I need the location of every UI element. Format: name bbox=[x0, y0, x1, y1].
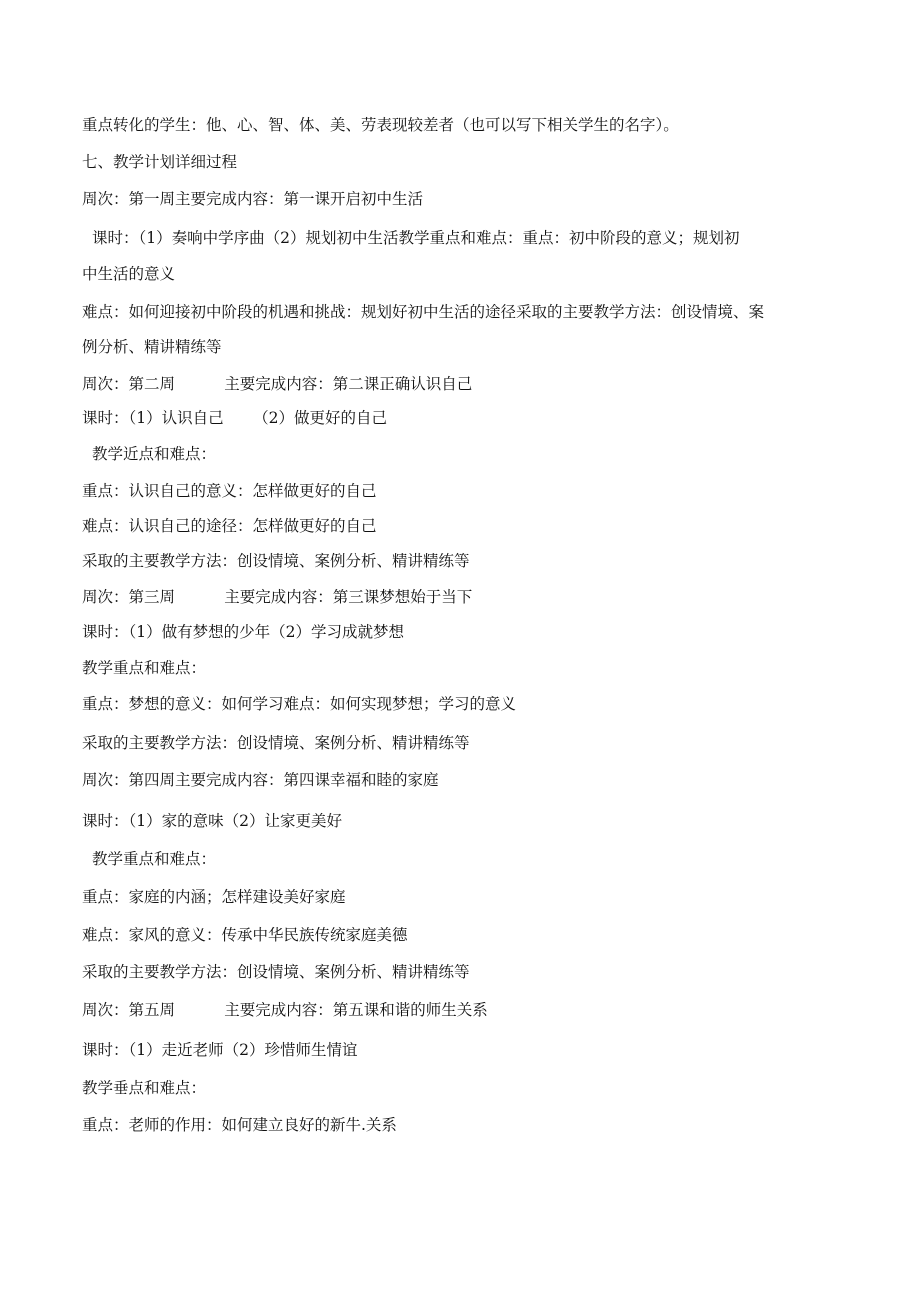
week5-lessons-line: 课时：（1）走近老师（2）珍惜师生情谊 bbox=[82, 1041, 358, 1059]
week4-difficulty-line: 难点：家风的意义：传承中华民族传统家庭美德 bbox=[82, 926, 408, 944]
week2-key-line: 重点：认识自己的意义：怎样做更好的自己 bbox=[82, 482, 377, 500]
week5-keypoints-heading: 教学垂点和难点： bbox=[82, 1079, 207, 1097]
week2-difficulty-line: 难点：认识自己的途径：怎样做更好的自己 bbox=[82, 517, 377, 535]
week4-key-line: 重点：家庭的内涵；怎样建设美好家庭 bbox=[82, 888, 346, 906]
week1-content-line: 周次：第一周主要完成内容：第一课开启初中生活 bbox=[82, 190, 424, 208]
week1-lessons-line: 课时：（1）奏响中学序曲（2）规划初中生活教学重点和难点：重点：初中阶段的意义；规划初 bbox=[92, 229, 740, 247]
week2-content-line: 周次：第二周 主要完成内容：第二课正确认识自己 bbox=[82, 375, 473, 393]
week2-lessons-line: 课时：（1）认识自己 （2）做更好的自己 bbox=[82, 409, 388, 427]
week3-content-line: 周次：第三周 主要完成内容：第三课梦想始于当下 bbox=[82, 588, 473, 606]
week2-methods-line: 采取的主要教学方法：创设情境、案例分析、精讲精练等 bbox=[82, 552, 470, 570]
week3-lessons-line: 课时：（1）做有梦想的少年（2）学习成就梦想 bbox=[82, 623, 404, 641]
text-line-students: 重点转化的学生：他、心、智、体、美、劳表现较差者（也可以写下相关学生的名字）。 bbox=[82, 116, 679, 134]
week4-keypoints-heading: 教学重点和难点： bbox=[92, 850, 217, 868]
week1-difficulty-line: 难点：如何迎接初中阶段的机遇和挑战：规划好初中生活的途径采取的主要教学方法：创设情境、案 bbox=[82, 303, 765, 321]
week3-keypoints-heading: 教学重点和难点： bbox=[82, 659, 207, 677]
section-heading: 七、教学计划详细过程 bbox=[82, 153, 238, 171]
week4-content-line: 周次：第四周主要完成内容：第四课幸福和睦的家庭 bbox=[82, 771, 439, 789]
week5-key-line: 重点：老师的作用：如何建立良好的新牛.关系 bbox=[82, 1116, 397, 1134]
week4-lessons-line: 课时：（1）家的意味（2）让家更美好 bbox=[82, 812, 342, 830]
week1-difficulty-line-cont: 例分析、精讲精练等 bbox=[82, 338, 222, 356]
week5-content-line: 周次：第五周 主要完成内容：第五课和谐的师生关系 bbox=[82, 1001, 488, 1019]
week2-keypoints-heading: 教学近点和难点： bbox=[92, 445, 217, 463]
week4-methods-line: 采取的主要教学方法：创设情境、案例分析、精讲精练等 bbox=[82, 963, 470, 981]
week3-key-line: 重点：梦想的意义：如何学习难点：如何实现梦想；学习的意义 bbox=[82, 695, 517, 713]
week3-methods-line: 采取的主要教学方法：创设情境、案例分析、精讲精练等 bbox=[82, 734, 470, 752]
week1-lessons-line-cont: 中生活的意义 bbox=[82, 265, 176, 283]
